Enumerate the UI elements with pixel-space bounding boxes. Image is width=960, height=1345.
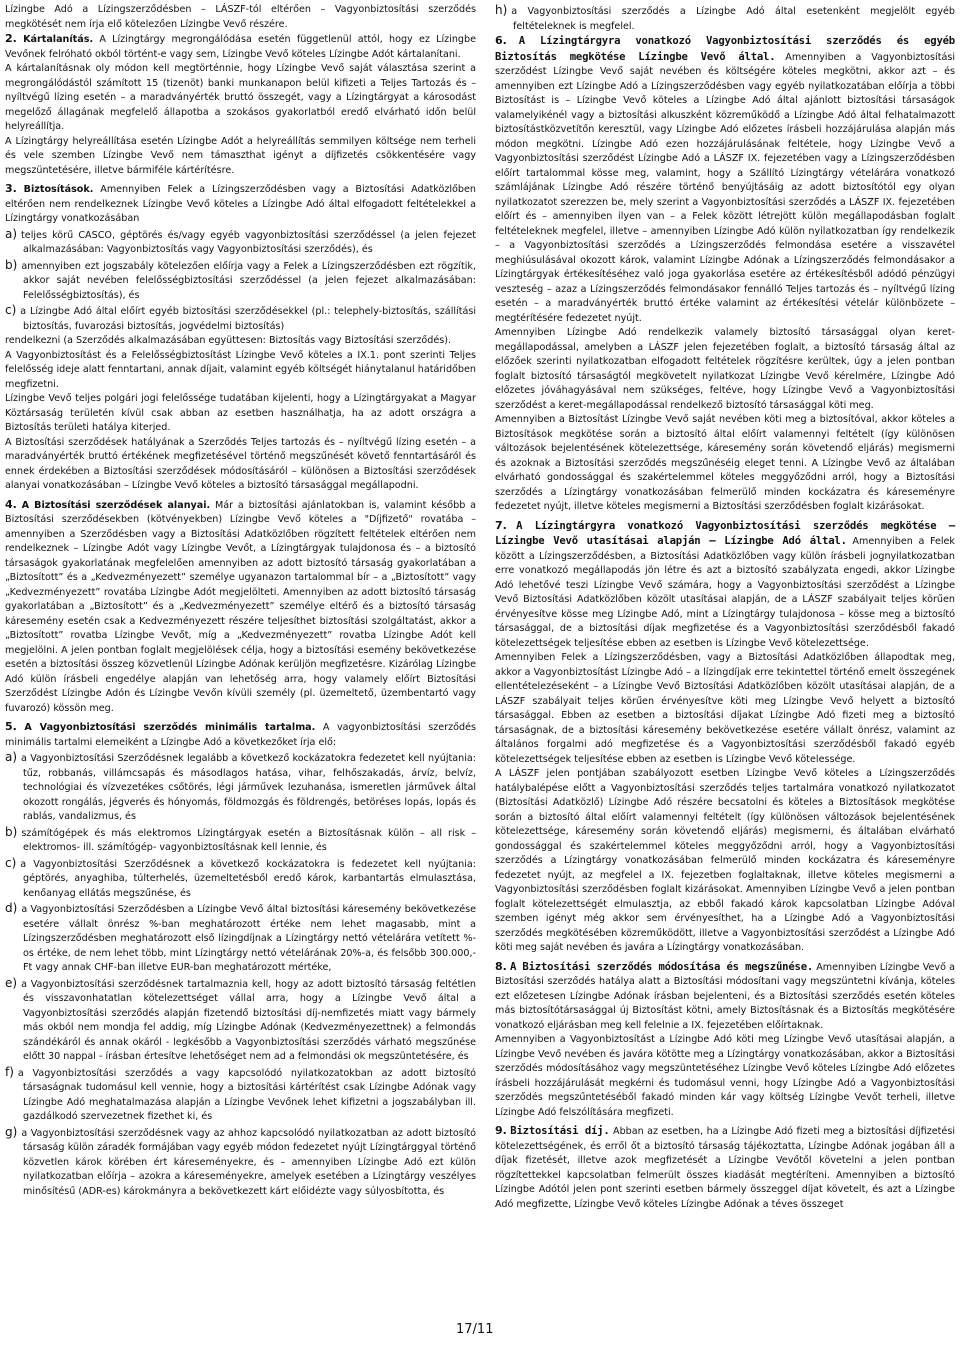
list-item <box>5 1065 476 1125</box>
section-9-text: Abban az esetben, ha a Lízingbe Adó fizeti meg a biztosítási díjfizetési kötelezettségének, és erről őt a biztosító társaság tájékoztatta, Lízingbe Adónak jogában áll a díjak fizetését, illetve azok megfizetését a Lízingbe Vevőtől követelni a jelen pontban rögzítettekkel kapcsolatban felmerült összes kiadását megtéríteni. Amennyiben a biztosító Lízingbe Adótól jelen pont szerinti esetben bármely összeggel díjat követelt, és azt a Lízingbe Adó megfizette, Lízingbe Vevő köteles Lízingbe Adónak a téves összeget <box>495 1126 955 1210</box>
section-9 <box>495 1124 955 1212</box>
item-letter: b) <box>5 824 18 839</box>
section-7 <box>495 519 955 652</box>
intro-paragraph: Lízingbe Adó a Lízingszerződésben – LÁSZF-tól eltérően – Vagyonbiztosítási szerződés megkötését nem írja elő kötelezően Lízingbe Vevő részére. <box>5 4 476 30</box>
section-3 <box>5 182 476 227</box>
item-letter: h) <box>495 3 508 17</box>
list-item <box>5 258 476 304</box>
section-4-text: Már a biztosítási ajánlatokban is, valamint később a Biztosítási szerződésekben (kötvényekben) Lízingbe Vevő köteles a "Díjfizető" rovatába – amennyiben a Szerződésben vagy a Biztosítási Adatközlőben rögzített feltételek eltérően nem rendelkeznek – Lízingbe Adót vagy Lízingbe Vevőt, a Lízingtárgyak tulajdonosa és – a biztosító társaságok gyakorlatának megfelelően amennyiben az adott biztosító társaság gyakorlatában a „Biztosított” és a „Kedvezményezett” személye ugyanazon tartalommal bír – a „Biztosított” vagy „Kedvezményezett” rovatába Lízingbe Adót megjelölteti. <box>5 499 476 598</box>
section-7-number: 7. <box>495 518 507 532</box>
section-6-paragraph: Amennyiben a Biztosítást Lízingbe Vevő saját nevében köti meg a biztosítóval, akkor köteles a Biztosítások megkötése során a biztosító által előírt valamennyi feltételt (így különösen változások bejelentésének kötelezettsége, káresemény során követendő eljárás) megismerni és azoknak a Biztosítási szerződés megszűnéséig eleget tenni. A Lízingbe Vevő az általában elvárható gondossággal és szakértelemmel köteles meggyőződni arról, hogy a Biztosítási szerződés a Lízingtárgy vonatkozásában felmerülő minden kockázatra és káreseményre fedezetet nyújt, illetve köteles megismerni a Biztosítási szerződésben foglalt kizárásokat. <box>495 414 955 512</box>
item-letter: c) <box>5 855 17 870</box>
item-text: amennyiben ezt jogszabály kötelezően előírja vagy a Felek a Lízingszerződésben ezt rögzítik, akkor saját nevében felelősségbiztosítási szerződéssel (a jelen fejezet alkalmazásában: Felelősségbiztosítás), és <box>21 260 476 301</box>
section-2 <box>5 32 476 62</box>
section-2-text: A Lízingtárgy megrongálódása esetén függetlenül attól, hogy ez Lízingbe Vevőnek felróható okból történt-e vagy sem, Lízingbe Vevő köteles Lízingbe Adót kártalanítani. <box>5 34 476 60</box>
section-3-paragraph: A Biztosítási szerződések hatályának a Szerződés Teljes tartozás és – nyíltvégű lízing esetén – a maradványérték bruttó értékének megfizetésével történő megszűnését követő fenntartásáról és ennek érdekében a Biztosítási szerződések módosításáról – különösen a Biztosítási szerződések alanyai vonatkozásában – Lízingbe Vevő köteles a biztosító társasággal megállapodni. <box>5 436 476 491</box>
section-3-paragraph: Lízingbe Vevő teljes polgári jogi felelőssége tudatában kijelenti, hogy a Lízingtárgyakat a Magyar Köztársaság területén kívül csak abban az esetben használhatja, ha az adott országra a Biztosítás területi hatálya kiterjed. <box>5 393 476 433</box>
item-text: a Lízingbe Adó által előírt egyéb biztosítási szerződésekkel (pl.: telephely-biztosítás, szállítási biztosítás, fuvarozási biztosítás, jogvédelmi biztosítás) <box>20 306 476 332</box>
section-5-lead: A vagyonbiztosítási szerződés minimális tartalmi elemeiként a Lízingbe Adó a következőket írja elő: <box>5 722 476 748</box>
item-text: a Vagyonbiztosítási szerződésnek vagy az ahhoz kapcsolódó nyilatkozatban az adott biztosító társaság külön záradék formájában vagy egyéb módon fedezetet nyújt Lízingtárggyal történő közvetlen károk körében ért káreseményekre, és – amennyiben Lízingbe Adó ezt külön nyilatkozatban előírja – azokra a káreseményekre, amelyek esetében a Lízingtárgy veszélyes minősítésű (ADR-es) károkmányra a bekövetkezett kárt előidézte vagy súlyosbította, és <box>21 1127 476 1197</box>
list-item <box>5 227 476 258</box>
item-text: a Vagyonbiztosítási Szerződésben a Lízingbe Vevő által biztosítási káresemény bekövetkezése esetére vállalt önrész %-ban meghatározott értéke nem lehet magasabb, mint a Lízingszerződésben meghatározott első lízingdíjnak a Lízingtárgy nettó vételárára vetített %-os értéke, de nem lehet több, mint Lízingtárgy nettó vételárának 20%-a, és felsőbb 300.000,- Ft vagy annak CHF-ban illetve EUR-ban meghatározott mértéke, <box>21 904 476 973</box>
item-text: a Vagyonbiztosítási szerződésnek tartalmaznia kell, hogy az adott biztosító társaság feltétlen és visszavonhatatlan kötelezettséget vállal arra, hogy a Lízingbe Vevő által a Vagyonbiztosítási szerződés alapján fizetendő biztosítási díj-nemfizetés miatt vagy bármely más okból nem mondja fel addig, míg Lízingbe Adónak (Kedvezményezettnek) a felmondás szándékáról és annak okáról - legkésőbb a Vagyonbiztosítási szerződés várható megszűnése előtt 30 nappal - írásban értesítve lehetőséget nem ad a felmondási ok megszüntetésére, és <box>21 978 476 1062</box>
section-8 <box>495 960 955 1034</box>
section-6-paragraph: Amennyiben Lízingbe Adó rendelkezik valamely biztosító társasággal olyan keret-megállapodással, amelyben a LÁSZF jelen fejezetében foglalt, a biztosító társaság által az előzőek szerinti nyilatkozatban elfogadott feltételek rögzítésre kerültek, úgy a jelen pontban foglalt biztosító társaságtól megkövetelt nyilatkozat Lízingbe Vevő kérelmére, Lízingbe Adó előzetes jóváhagyásával nem szükséges, feltéve, hogy Lízingbe Vevő a Vagyonbiztosítási szerződést a keret-megállapodással rendelkező biztosító társasággal köti meg. <box>495 327 955 411</box>
section-2-title: Kártalanítás. <box>23 34 94 45</box>
section-7-paragraph: Amennyiben Felek a Lízingszerződésben, vagy a Biztosítási Adatközlőben állapodtak meg, akkor a Vagyonbiztosítást Lízingbe Adó – a lízingdíjak erre tekintettel történő emelt összegének ellentételezéseként – a Lízingbe Vevő Biztosítási Adatközlőben közölt utasításai alapján, de a LÁSZF szabályait teljes körűen érvényesítve köti meg Lízingbe Vevő helyett a biztosító társasággal. Ebben az esetben a biztosítási díjakat Lízingbe Adó fizeti meg a biztosító társaságnak, de a biztosítási káresemény bekövetkezése esetére vállalt önrész, valamint az általános forgalmi adó megfizetése és a Vagyonbiztosítási szerződésből fakadó egyéb kötelezettségek teljesítése ebben az esetben is Lízingbe Vevő kötelessége. <box>495 652 955 765</box>
section-2-number: 2. <box>5 32 17 45</box>
item-letter: e) <box>5 975 18 990</box>
list-item <box>495 3 955 34</box>
list-item <box>5 856 476 902</box>
section-9-number: 9. <box>495 1124 507 1137</box>
list-item <box>5 1125 476 1200</box>
item-text: a Vagyonbiztosítási Szerződésnek a következő kockázatokra is fedezetet kell nyújtania: géptörés, anyaghiba, túlterhelés, üzemeltetésből eredő károk, karbantartás elmulasztása, kenőanyag ellátás megszűnése, és <box>20 858 476 899</box>
left-column <box>5 3 476 1199</box>
section-2-paragraph: A kártalanításnak oly módon kell megtörténnie, hogy Lízingbe Vevő saját választása szerint a megrongálódástól számított 15 (tizenöt) banki munkanapon belül kifizeti a Teljes Tartozás és – nyíltvégű lízing esetén – a maradványérték bruttó összegét, vagy a Lízingtárgyat a károsodást megelőző állagának megfelelő állapotba a szokásos gyakorlatból eredő elvárható időn belül helyreállítja. <box>5 63 476 132</box>
section-4-text: Amennyiben az adott biztosító társaság gyakorlatában a „Biztosított” és a „Kedvezményezett” személye eltérő és a biztosító társaság káresemény esetén csak a Kedvezményezett részére teljesíthet biztosítási szolgáltatást, akkor a „Biztosított” rovatba Lízingbe Vevőt, míg a „Kedvezményezett” rovatba Lízingbe Adót kell megjelölni. A jelen pontban foglalt megjelölések célja, hogy a biztosítási esemény bekövetkezése esetén a biztosítási összeg közvetlenül Lízingbe Adónak kerüljön megfizetésre. Kizárólag Lízingbe Adó külön írásbeli engedélye alapján van lehetőség arra, hogy valamely előírt Biztosítási Szerződést Lízingbe Adón és Lízingbe Vevőn kívüli személy (pl. üzemeltető, üzembentartó vagy fuvarozó) kössön meg. <box>5 586 476 714</box>
list-item <box>5 901 476 976</box>
section-8-title: A Biztosítási szerződés módosítása és megszűnése. <box>509 960 814 973</box>
list-item <box>5 976 476 1065</box>
section-3-lead: Amennyiben Felek a Lízingszerződésben vagy a Biztosítási Adatközlőben eltérően nem rendelkeznek Lízingbe Vevő köteles a Lízingbe Adó által elfogadott feltételekkel a Lízingtárgy vonatkozásában <box>5 184 476 224</box>
section-4 <box>5 498 476 717</box>
list-item <box>5 825 476 856</box>
item-text: a Vagyonbiztosítási Szerződésnek legalább a következő kockázatokra fedezetet kell nyújtania: tűz, robbanás, villámcsapás és másodlagos hatása, vihar, felhőszakadás, árvíz, belvíz, technológiai és vízvezetékes csőtörés, légi járművek lezuhanása, ismeretlen járművek által okozott rongálás, jégverés és hónyomás, földmozgás és földrengés, betöréses lopás, lopás és rablás, vandalizmus, és <box>21 753 476 822</box>
section-7-paragraph: A LÁSZF jelen pontjában szabályozott esetben Lízingbe Vevő köteles a Lízingszerződés hatálybalépése előtt a Vagyonbiztosítási szerződés teljes tartalmára vonatkozó nyilatkozatot (Biztosítási Adatközlő) Lízingbe Adó részére becsatolni és köteles a Biztosítások megkötése során a biztosító által előírt valamennyi feltételt (így különösen változások bejelentésének kötelezettsége, káresemény során követendő eljárás) megismerni, és általában elvárható gondossággal és szakértelemmel köteles meggyőződni arról, hogy a Vagyonbiztosítási szerződés a Lízingtárgy vonatkozásában felmerülő minden kockázatra és káreseményre fedezetet nyújt, az megfelel a IX. fejezetben foglaltaknak, illetve köteles megismerni a Vagyonbiztosítási szerződésben foglalt kizárásokat. Amennyiben Lízingbe Vevő a jelen pontban foglalt kötelezettségét elmulasztja, az ebből fakadó károk kapcsolatban Lízingbe Adóval szemben igényt még akkor sem érvényesíthet, ha a Lízingbe Adó a Vagyonbiztosítási szerződés megkötésében közreműködött, illetve a Vagyonbiztosítási szerződést a Lízingbe Adó köti meg saját nevében és javára a Lízingtárgy vonatkozásában. <box>495 768 955 953</box>
section-9-title: Biztosítási díj. <box>510 1125 610 1137</box>
section-4-number: 4. <box>5 497 17 511</box>
section-8-number: 8. <box>495 959 507 973</box>
list-item <box>5 750 476 825</box>
section-3-paragraph: rendelkezni (a Szerződés alkalmazásában együttesen: Biztosítás vagy Biztosítási szerződés). <box>5 335 452 346</box>
item-letter: a) <box>5 226 18 241</box>
item-letter: g) <box>5 1124 18 1139</box>
section-8-paragraph: Amennyiben a Vagyonbiztosítást a Lízingbe Adó köti meg Lízingbe Vevő utasításai alapján, a Lízingbe Vevő nevében és javára kötötte meg a Lízingtárgy vonatkozásában, akkor a Biztosítási szerződés módosításához vagy megszüntetéséhez Lízingbe Vevő köteles Lízingbe Adó előzetes írásbeli hozzájárulását megkérni és tudomásul venni, hogy Lízingbe Adó a Vagyonbiztosítási szerződés megszűntetéséből fakadó minden kár vagy költség Lízingbe Vevőt terheli, illetve Lízingbe Adó felszólítására megfizeti. <box>495 1034 955 1118</box>
item-letter: d) <box>5 901 18 915</box>
item-text: számítógépek és más elektromos Lízingtárgyak esetén a Biztosításnak külön – all risk – elektromos- ill. számítógép- vagyonbiztosításnak kell lennie, és <box>21 827 476 853</box>
section-5 <box>5 720 476 750</box>
section-3-title: Biztosítások. <box>23 184 94 195</box>
section-8-text: Amennyiben Lízingbe Vevő a Biztosítási szerződés hatálya alatt a Biztosítási módosítani vagy megszüntetni kívánja, köteles ezt előzetesen Lízingbe Adónak írásban bejelenteni, és a Biztosítási szerződés esetén köteles más biztosítótársasággal új Biztosítást kötni, amely Biztosításnak és a Biztosítás megkötésére vonatkozó eljárásban meg kell felelnie a IX. fejezetében előírtaknak. <box>495 961 955 1031</box>
item-letter: a) <box>5 750 18 764</box>
section-6-title: A Lízingtárgyra vonatkozó Vagyonbiztosítási szerződés és egyéb Biztosítás megkötése Lízingbe Vevő által. <box>495 35 955 63</box>
section-3-paragraph: A Vagyonbiztosítást és a Felelősségbiztosítást Lízingbe Vevő köteles a IX.1. pont szerinti Teljes felelősség ideje alatt fenntartani, annak díjait, valamint egyéb költségét hiánytalanul határidőben megfizetni. <box>5 349 476 390</box>
section-5-title: A Vagyonbiztosítási szerződés minimális tartalma. <box>24 722 316 733</box>
item-text: a Vagyonbiztosítási szerződés a vagy kapcsolódó nyilatkozatokban az adott biztosító társaságnak tudomásul kell vennie, hogy a biztosítási kártérítést csak Lízingbe Adónak vagy Lízingbe Adó meghatalmazása alapján a Lízingbe Vevőnek lehet kifizetni a jogszabályban ill. gazdálkodó szervezetnek fizethet ki, és <box>17 1067 476 1122</box>
right-column <box>495 3 955 1212</box>
section-7-title: A Lízingtárgyra vonatkozó Vagyonbiztosítási szerződés megkötése – Lízingbe Vevő utasításai alapján – Lízingbe Adó által. <box>495 519 955 547</box>
section-5-number: 5. <box>5 720 17 733</box>
section-2-paragraph: A Lízingtárgy helyreállítása esetén Lízingbe Adót a helyreállítás semmilyen költsége nem terheli és vele szemben Lízingbe Vevő nem támaszthat igényt a díjfizetés csökkentésére vagy megszüntetésére, illetve bármiféle kártérítésre. <box>5 135 476 176</box>
item-letter: c) <box>5 303 17 317</box>
item-letter: f) <box>5 1064 14 1079</box>
section-6-number: 6. <box>495 34 507 47</box>
section-6-text: Amennyiben a Vagyonbiztosítási szerződést Lízingbe Vevő saját nevében és költségére köteles megkötni, akkor azt – és amennyiben ezt Lízingbe Adó a Lízingszerződésben vagy egyéb nyilatkozatában előírja a többi Biztosítást is – Lízingbe Vevő köteles a Lízingbe Adó által ajánlott biztosítási társaságok valamelyikénél vagy a biztosítási alkuszként közreműködő a Lízingbe Adó által felhatalmazott biztosítástközvetítőn keresztül, vagy Lízingbe Adó előzetes írásbeli hozzájárulása alapján más módon megkötni. Lízingbe Adó ezen hozzájárulásának feltétele, hogy Lízingbe Vevő a Vagyonbiztosítási szerződést Lízingbe Adó a LÁSZF IX. fejezetében vagy a Lízingszerződésben előírt tartalommal kösse meg, valamint, hogy a Szállító Lízingtárgy vételárára vonatkozó számlájának Lízingbe Adó részére történő benyújtásáig az adott biztosítótól egy olyan nyilatkozatot szerezzen be, mely szerint a Vagyonbiztosítási szerződés a LÁSZF IX. fejezetében előírt és – amennyiben ilyen van – a Felek között létrejött külön megállapodásban foglalt feltételeknek megfelel, illetve – amennyiben Lízingbe Adó külön nyilatkozatban így rendelkezik – a Vagyonbiztosítási szerződés a Lízingszerződés felmondása esetére a visszavétel meghiúsulásával okozott károk, valamint Lízingbe Adónak a Lízingszerződés felmondásakor a Lízingtárgyak értékesítéséhez való joga gyakorlása esetére az értékesítésből adódó pénzügyi veszteség – azaz a Lízingszerződés felmondásakor fennálló Teljes tartozás és – nyíltvégű lízing esetén – a maradványérték bruttó értéke valamint az értékesítési vételár különbözete – megtérítésére fedezetet nyújt. <box>495 51 955 324</box>
item-letter: b) <box>5 257 18 272</box>
item-text: a Vagyonbiztosítási szerződés a Lízingbe Adó által esetenként megjelölt egyéb feltételeknek is megfelel. <box>511 6 955 32</box>
page-number: 17/11 <box>456 1322 494 1337</box>
section-3-number: 3. <box>5 182 17 195</box>
section-7-text: Amennyiben a Felek között a Lízingszerződésben, a Biztosítási Adatközlőben vagy külön írásbeli jognyilatkozatban erre vonatkozó megállapodás jön létre és azt a biztosító szabályzata engedi, akkor Lízingbe Adó lehetővé teszi Lízingbe Vevő számára, hogy a Vagyonbiztosítási szerződést a Lízingbe Vevő Biztosítási Adatközlőben közölt utasításai alapján, de a LÁSZF szabályait teljes körűen érvényesítve kösse meg Lízingbe Adó, mint a Lízingtárgy tulajdonosa – kösse meg a biztosító társasággal, de a biztosítási díjak megfizetése és a Vagyonbiztosítási szerződésből fakadó kötelezettségek teljesítése ebben az esetben is Lízingbe Vevő kötelezettsége. <box>495 536 955 649</box>
section-6 <box>495 34 955 326</box>
list-item <box>5 303 476 334</box>
section-4-title: A Biztosítási szerződések alanyai. <box>21 499 211 511</box>
item-text: teljes körű CASCO, géptörés és/vagy egyéb vagyonbiztosítási szerződéssel (a jelen fejezet alkalmazásában: Vagyonbiztosítás vagy Vagyonbiztosítási szerződés), és <box>21 229 476 255</box>
